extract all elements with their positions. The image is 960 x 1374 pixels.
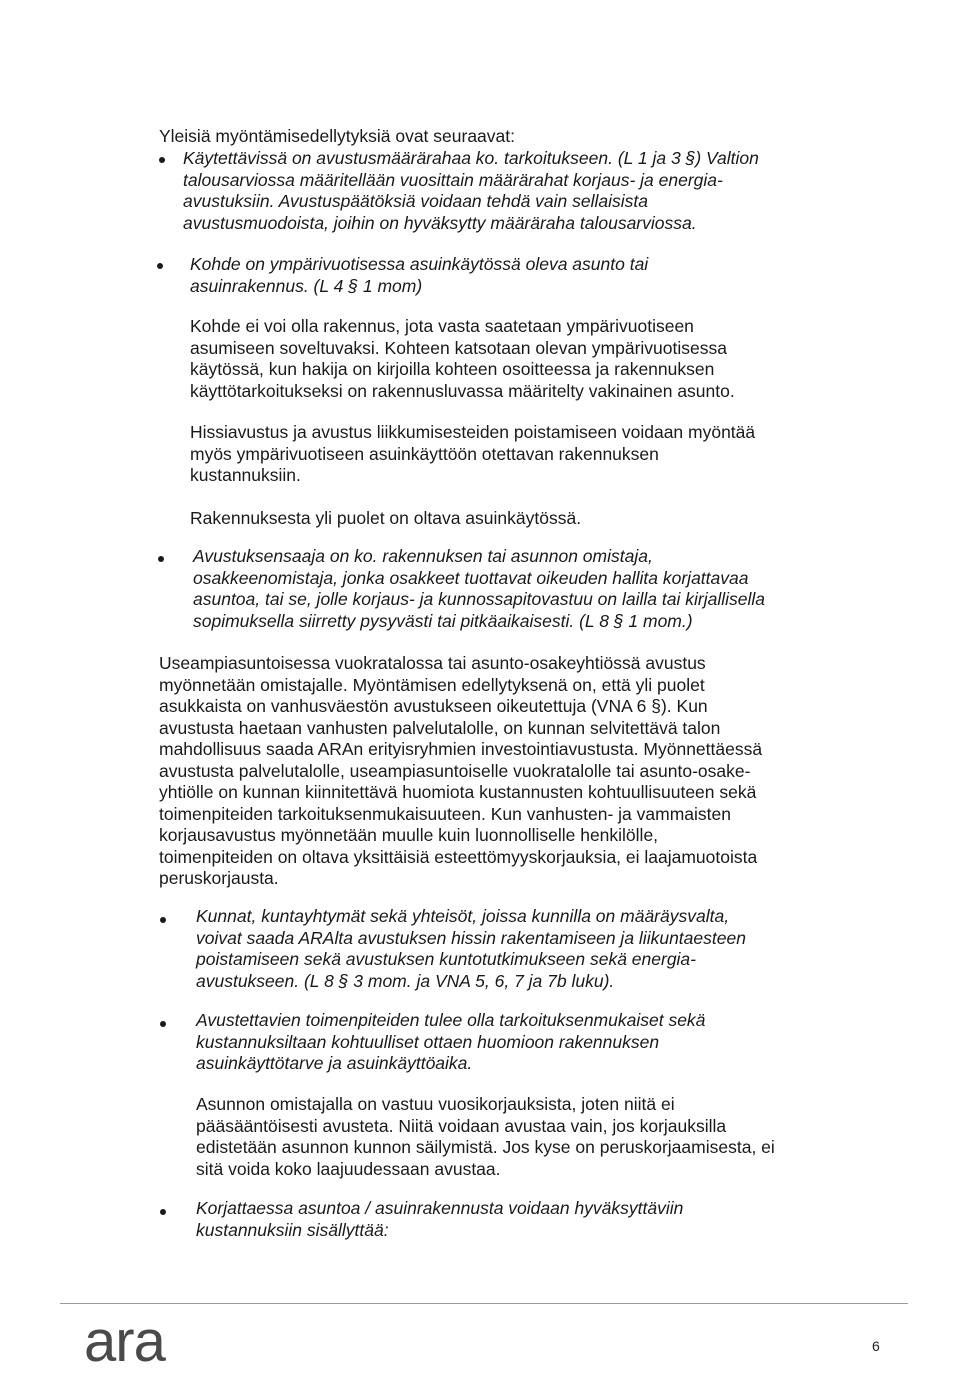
page-number: 6 — [872, 1338, 880, 1354]
bullet-4-text: Kunnat, kuntayhtymät sekä yhteisöt, joissa kunnilla on määräysvalta, voivat saada ARAlta avustuksen hissin rakentamiseen ja liikuntaesteen poistamiseen sekä avustuksen kuntotutkimukseen sekä energia- avustukseen. (L 8 § 3 mom. ja VNA 5, 6, 7 ja 7b luku). — [196, 906, 746, 991]
bullet-marker — [159, 157, 165, 163]
bullet-marker — [158, 556, 164, 562]
bullet-1-text: Käytettävissä on avustusmäärärahaa ko. tarkoitukseen. (L 1 ja 3 §) Valtion talousarviossa määritellään vuosittain määrärahat korjaus- ja energia- avustuksiin. Avustuspäätöksiä voidaan tehdä vain sellaisista avustusmuodoista, joihin on hyväksytty määräraha talousarviossa. — [183, 148, 759, 233]
bullet-2-text: Kohde on ympärivuotisessa asuinkäytössä oleva asunto tai asuinrakennus. (L 4 § 1 mom) — [190, 254, 649, 296]
bullet-3-text: Avustuksensaaja on ko. rakennuksen tai asunnon omistaja, osakkeenomistaja, jonka osakkeet tuottavat oikeuden hallita korjattavaa asuntoa, tai se, jolle korjaus- ja kunnossapitovastuu on lailla tai kirjallisella sopimuksella siirretty pysyvästi tai pitkäaikaisesti. (L 8 § 1 mom.) — [193, 546, 765, 631]
paragraph-rental-housing: Useampiasuntoisessa vuokratalossa tai asunto-osakeyhtiössä avustus myönnetään omistajalle. Myöntämisen edellytyksenä on, että yli puolet asukkaista on vanhusväestön avustukseen oikeutettuja (VNA 6 §). Kun avustusta haetaan vanhusten palvelutalolle, on kunnan selvitettävä talon mahdollisuus saada ARAn erityisryhmien investointiavustusta. Myönnettäessä avustusta palvelutalolle, useampiasuntoiselle vuokratalolle tai asunto-osake- yhtiölle on kunnan kiinnitettävä huomiota kustannusten kohtuullisuuteen sekä toimenpiteiden tarkoituksenmukaisuuteen. Kun vanhusten- ja vammaisten korjausavustus myönnetään muulle kuin luonnolliselle henkilölle, toimenpiteiden on oltava yksittäisiä esteettömyyskorjauksia, ei laajamuotoista peruskorjausta. — [159, 653, 763, 888]
intro-heading: Yleisiä myöntämisedellytyksiä ovat seuraavat: — [159, 126, 515, 146]
bullet-5-text: Avustettavien toimenpiteiden tulee olla tarkoituksenmukaiset sekä kustannuksiltaan kohtuulliset ottaen huomioon rakennuksen asuinkäyttötarve ja asuinkäyttöaika. — [196, 1010, 706, 1073]
paragraph-building-suitability: Kohde ei voi olla rakennus, jota vasta saatetaan ympärivuotiseen asumiseen soveltuvaksi. Kohteen katsotaan olevan ympärivuotisessa käytössä, kun hakija on kirjoilla kohteen osoitteessa ja rakennuksen käyttötarkoitukseksi on rakennusluvassa määritelty vakinainen asunto. — [190, 316, 735, 401]
paragraph-owner-responsibility: Asunnon omistajalla on vastuu vuosikorjauksista, joten niitä ei pääsääntöisesti avusteta. Niitä voidaan avustaa vain, jos korjauksilla edistetään asunnon kunnon säilymistä. Jos kyse on peruskorjaamisesta, ei sitä voida koko laajuudessaan avustaa. — [196, 1094, 775, 1179]
footer-divider — [60, 1303, 908, 1304]
bullet-marker — [160, 917, 166, 923]
paragraph-elevator-grant: Hissiavustus ja avustus liikkumisesteiden poistamiseen voidaan myöntää myös ympärivuotiseen asuinkäyttöön otettavan rakennuksen kustannuksiin. — [190, 422, 756, 485]
bullet-marker — [160, 1021, 166, 1027]
paragraph-majority-residential: Rakennuksesta yli puolet on oltava asuinkäytössä. — [190, 508, 582, 528]
ara-logo: ara — [84, 1309, 165, 1374]
bullet-marker — [160, 1209, 166, 1215]
bullet-6-text: Korjattaessa asuntoa / asuinrakennusta voidaan hyväksyttäviin kustannuksiin sisällyttää: — [196, 1198, 684, 1240]
bullet-marker — [157, 263, 163, 269]
